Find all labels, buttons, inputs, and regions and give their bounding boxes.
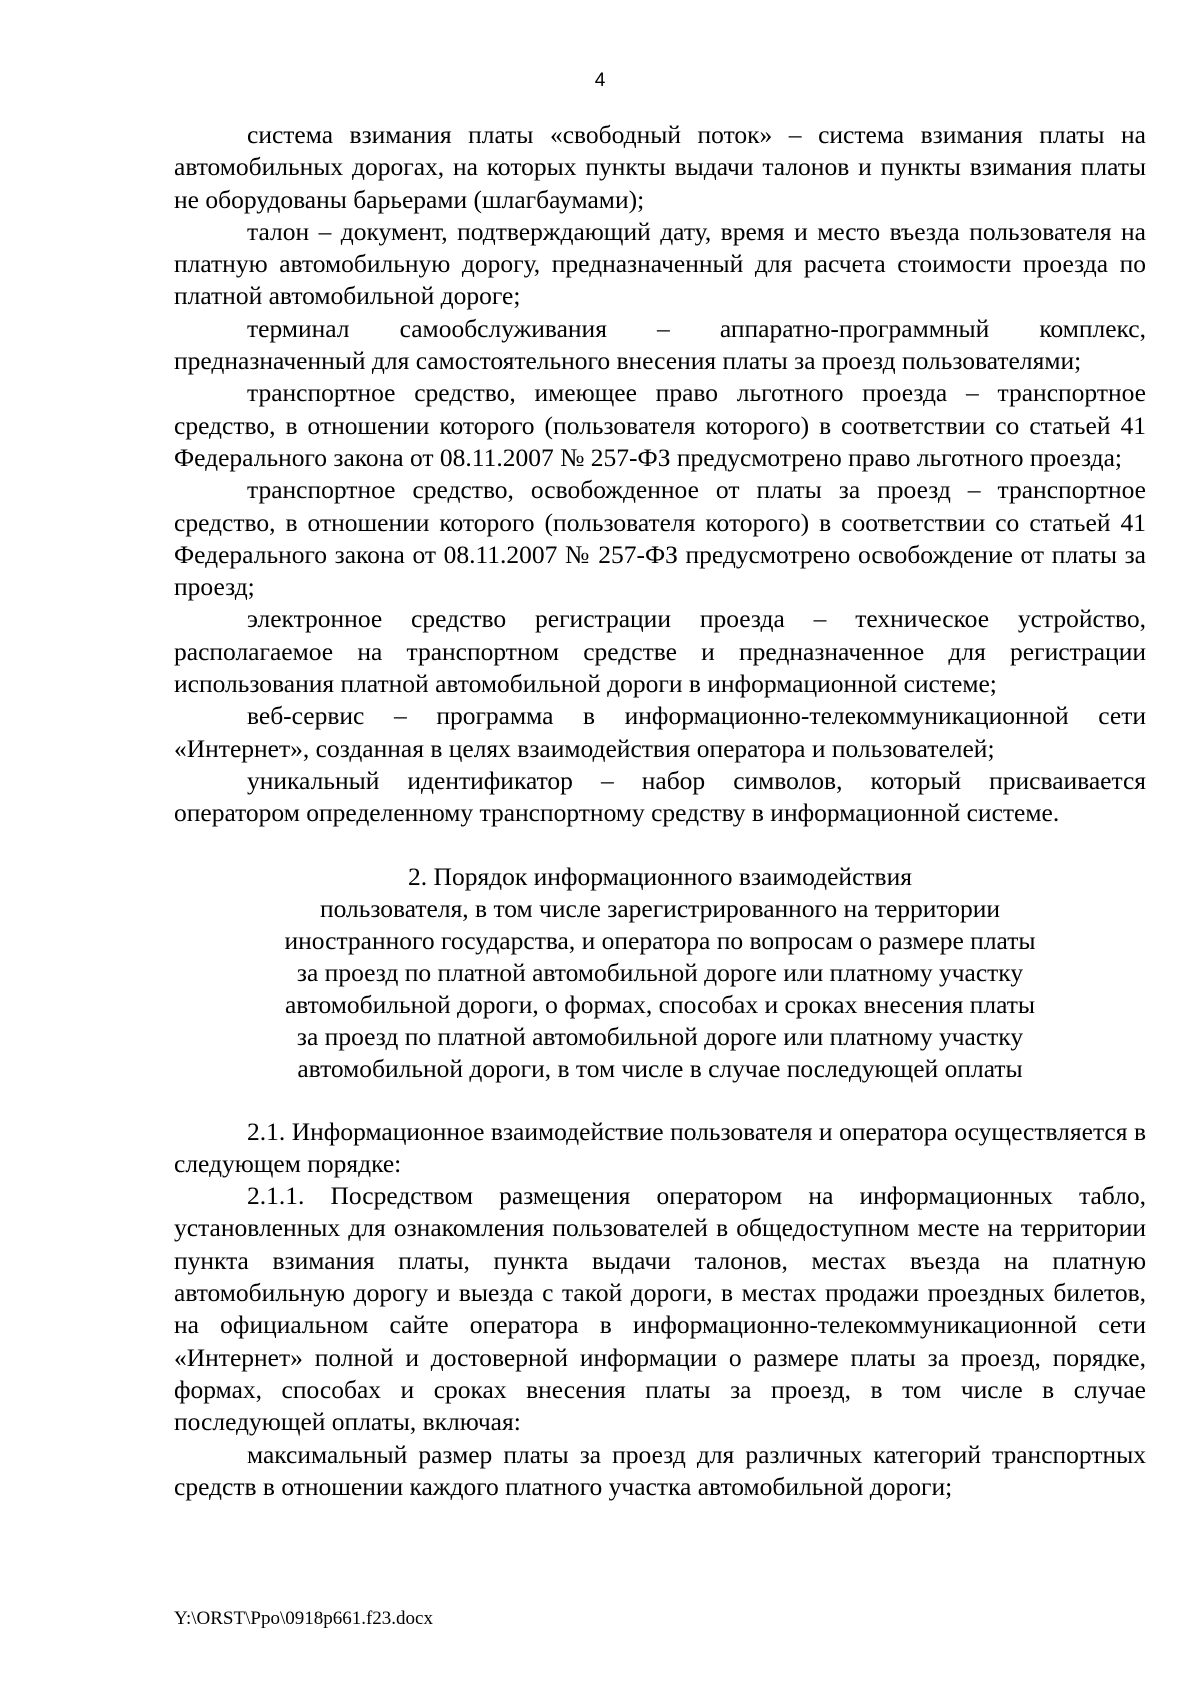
definition-paragraph: талон – документ, подтверждающий дату, время и место въезда пользователя на платную автомобильную дорогу, предназначенный для расчета стоимости проезда по платной автомобильной дороге; [174,216,1146,311]
section-heading-line: 2. Порядок информационного взаимодействия [408,861,912,891]
section-heading-line: иностранного государства, и оператора по вопросам о размере платы [284,925,1036,955]
footer-file-path: Y:\ORST\Ppo\0918p661.f23.docx [174,1608,433,1629]
section-heading-line: пользователя, в том числе зарегистрированного на территории [319,893,1001,923]
definition-paragraph: веб-сервис – программа в информационно-телекоммуникационной сети «Интернет», созданная в целях взаимодействия оператора и пользователей; [174,701,1146,763]
section-heading-block [174,830,1146,1116]
document-body [174,119,1146,1503]
definition-paragraph: система взимания платы «свободный поток» – система взимания платы на автомобильных дорогах, на которых пункты выдачи талонов и пункты взимания платы не оборудованы барьерами (шлагбаумами); [174,120,1146,214]
section-heading [174,861,1146,1085]
definition-paragraph: транспортное средство, освобожденное от платы за проезд – транспортное средство, в отношении которого (пользователя которого) в соответствии со статьей 41 Федерального закона от 08.11.2007 № 257-ФЗ предусмотрено освобождение от платы за проезд; [174,475,1146,602]
definitions-list [174,119,1146,830]
clause-2-1-1: 2.1.1. Посредством размещения оператором на информационных табло, установленных для ознакомления пользователей в общедоступном месте на территории пункта взимания платы, пункта выдачи талонов, местах въезда на платную автомобильную дорогу и выезда с такой дороги, в местах продажи проездных билетов, на официальном сайте оператора в информационно-телекоммуникационной сети «Интернет» полной и достоверной информации о размере платы за проезд, порядке, формах, способах и сроках внесения платы за проезд, в том числе в случае последующей оплаты, включая: [174,1181,1146,1437]
section-content [174,1116,1146,1504]
section-heading-line: автомобильной дороги, в том числе в случае последующей оплаты [297,1053,1023,1083]
clause-item: максимальный размер платы за проезд для различных категорий транспортных средств в отношении каждого платного участка автомобильной дороги; [174,1439,1146,1501]
section-heading-line: автомобильной дороги, о формах, способах и сроках внесения платы [284,989,1036,1019]
section-heading-line: за проезд по платной автомобильной дороге или платному участку [296,957,1024,987]
definition-paragraph: электронное средство регистрации проезда – техническое устройство, располагаемое на транспортном средстве и предназначенное для регистрации использования платной автомобильной дороги в информационной системе; [174,604,1146,699]
definition-paragraph: уникальный идентификатор – набор символов, который присваивается оператором определенному транспортному средству в информационной системе. [174,765,1146,828]
definition-paragraph: транспортное средство, имеющее право льготного проезда – транспортное средство, в отношении которого (пользователя которого) в соответствии со статьей 41 Федерального закона от 08.11.2007 № 257-ФЗ предусмотрено право льготного проезда; [174,378,1146,472]
page-number: 4 [594,70,606,91]
section-heading-line: за проезд по платной автомобильной дороге или платному участку [296,1021,1024,1051]
clause-2-1: 2.1. Информационное взаимодействие пользователя и оператора осуществляется в следующем порядке: [174,1116,1146,1178]
definition-paragraph: терминал самообслуживания – аппаратно-программный комплекс, предназначенный для самостоятельного внесения платы за проезд пользователями; [174,313,1146,376]
